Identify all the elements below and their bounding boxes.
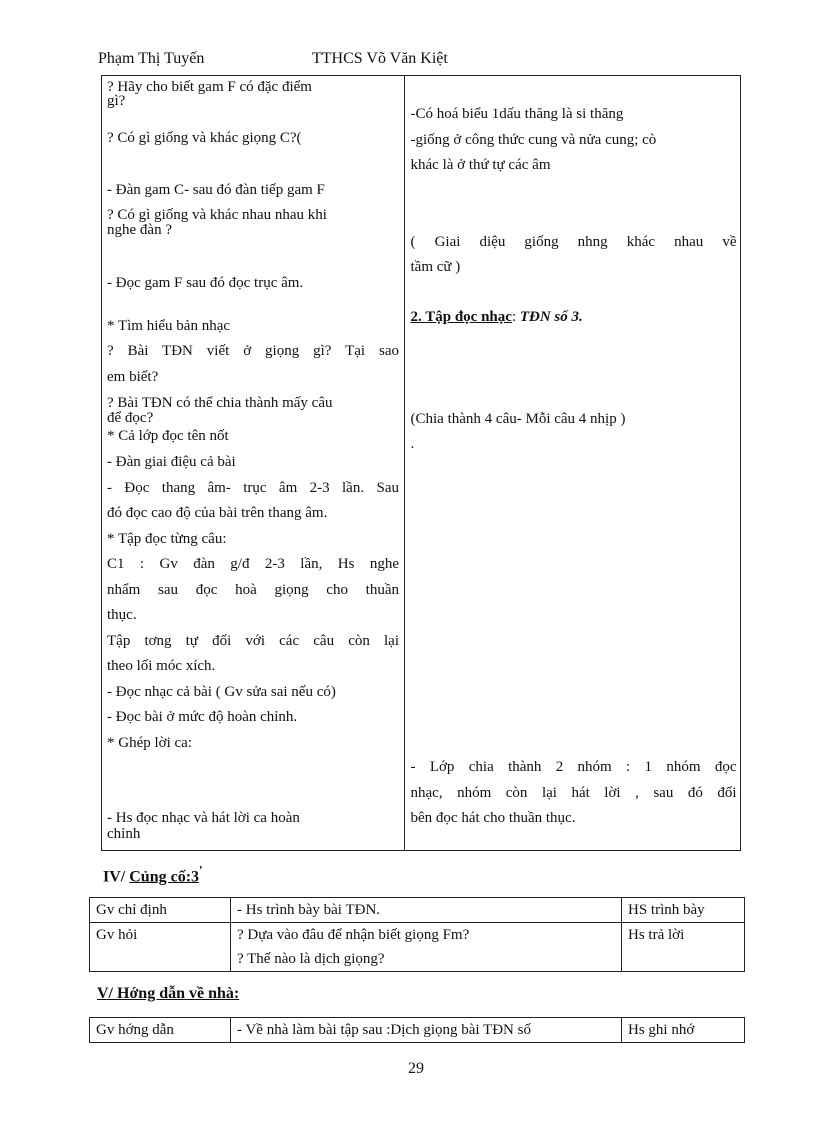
left-line: ? Bài TĐN có thể chia thành mấy câu <box>107 395 333 411</box>
section-homework-title <box>97 985 239 1003</box>
left-line: * Tập đọc từng câu: <box>107 531 227 547</box>
table-cell: Gv hỏi <box>90 923 231 948</box>
left-line: - Đọc gam F sau đó đọc trục âm. <box>107 275 304 291</box>
right-line: ( Giai diệu giống nhng khác nhau về <box>410 234 737 250</box>
table-cell: Gv chỉ định <box>90 898 231 923</box>
left-line: nhẩm sau đọc hoà giọng cho thuần <box>107 582 399 598</box>
right-line: -Có hoá biểu 1dấu thăng là si thăng <box>410 106 624 122</box>
table-cell <box>90 947 231 972</box>
left-line: theo lối móc xích. <box>107 658 216 674</box>
student-activities-column <box>404 76 740 851</box>
left-line: Tập tơng tự đối với các câu còn lại <box>107 633 399 649</box>
right-line: tầm cữ ) <box>410 259 461 275</box>
left-line: nghe đàn ? <box>107 222 172 238</box>
left-line: * Ghép lời ca: <box>107 735 192 751</box>
table-cell: HS trình bày <box>622 898 745 923</box>
table-cell <box>622 947 745 972</box>
section-consolidation-minute-mark: ' <box>199 863 203 878</box>
left-line: để đọc? <box>107 410 154 426</box>
left-line: ? Bài TĐN viết ở giọng gì? Tại sao <box>107 343 399 359</box>
left-line: ? Có gì giống và khác nhau nhau khi <box>107 207 327 223</box>
right-line: . <box>410 436 415 452</box>
left-line: - Hs đọc nhạc và hát lời ca hoàn <box>107 810 300 826</box>
left-line: em biết? <box>107 369 159 385</box>
left-line: - Đàn gam C- sau đó đàn tiếp gam F <box>107 182 325 198</box>
right-line: -giống ở công thức cung và nửa cung; cò <box>410 132 657 148</box>
left-line: ? Hãy cho biết gam F có đặc điểm <box>107 79 312 95</box>
sight-reading-heading <box>411 309 737 325</box>
table-row <box>90 898 745 923</box>
section-homework-label: V/ Hớng dẫn về nhà: <box>97 985 240 1002</box>
left-line: chỉnh <box>107 826 141 842</box>
table-cell: ? Thế nào là dịch giọng? <box>231 947 622 972</box>
left-line: - Đọc thang âm- trục âm 2-3 lần. Sau <box>107 480 399 496</box>
right-line: khác là ở thứ tự các âm <box>410 157 551 173</box>
right-line: - Lớp chia thành 2 nhóm : 1 nhóm đọc <box>410 759 737 775</box>
left-line: C1 : Gv đàn g/đ 2-3 lần, Hs nghe <box>107 556 399 572</box>
right-line: bên đọc hát cho thuần thục. <box>410 810 576 826</box>
header-author: Phạm Thị Tuyến <box>98 50 205 67</box>
section-consolidation-label: Củng cố:3 <box>129 868 200 886</box>
section-consolidation-title <box>103 863 203 886</box>
left-line: * Cả lớp đọc tên nốt <box>107 428 229 444</box>
page-number: 29 <box>408 1060 424 1077</box>
teacher-activities-column <box>102 76 405 851</box>
sight-reading-number: TĐN số 3. <box>519 309 583 325</box>
left-line: * Tìm hiểu bản nhạc <box>107 318 231 334</box>
table-cell: Hs trả lời <box>622 923 745 948</box>
left-line: gì? <box>107 93 126 109</box>
table-row <box>90 947 745 972</box>
left-line: - Đọc nhạc cả bài ( Gv sửa sai nếu có) <box>107 684 336 700</box>
header-school: TTHCS Võ Văn Kiệt <box>312 50 448 67</box>
left-line: - Đàn giai điệu cả bài <box>107 454 236 470</box>
table-cell: Hs ghi nhớ <box>622 1018 745 1043</box>
table-cell: - Hs trình bày bài TĐN. <box>231 898 622 923</box>
sight-reading-colon: : <box>511 309 520 325</box>
left-line: - Đọc bài ở mức độ hoàn chỉnh. <box>107 709 298 725</box>
lesson-activity-table <box>101 75 741 851</box>
consolidation-table <box>89 897 745 972</box>
table-cell: ? Dựa vào đâu để nhận biết giọng Fm? <box>231 923 622 948</box>
section-consolidation-prefix: IV/ <box>103 868 130 886</box>
left-line: ? Có gì giống và khác giọng C?( <box>107 130 302 146</box>
homework-table <box>89 1017 745 1043</box>
right-line: (Chia thành 4 câu- Mỗi câu 4 nhịp ) <box>410 411 626 427</box>
table-cell: Gv hớng dẫn <box>90 1018 231 1043</box>
right-line: nhạc, nhóm còn lại hát lời , sau đó đổi <box>410 785 737 801</box>
left-line: đó đọc cao độ của bài trên thang âm. <box>107 505 328 521</box>
table-row <box>90 1018 745 1043</box>
left-line: thục. <box>107 607 137 623</box>
sight-reading-title: 2. Tập đọc nhạc <box>410 309 512 325</box>
table-row <box>90 923 745 948</box>
table-cell: - Về nhà làm bài tập sau :Dịch giọng bài TĐN số <box>231 1018 622 1043</box>
